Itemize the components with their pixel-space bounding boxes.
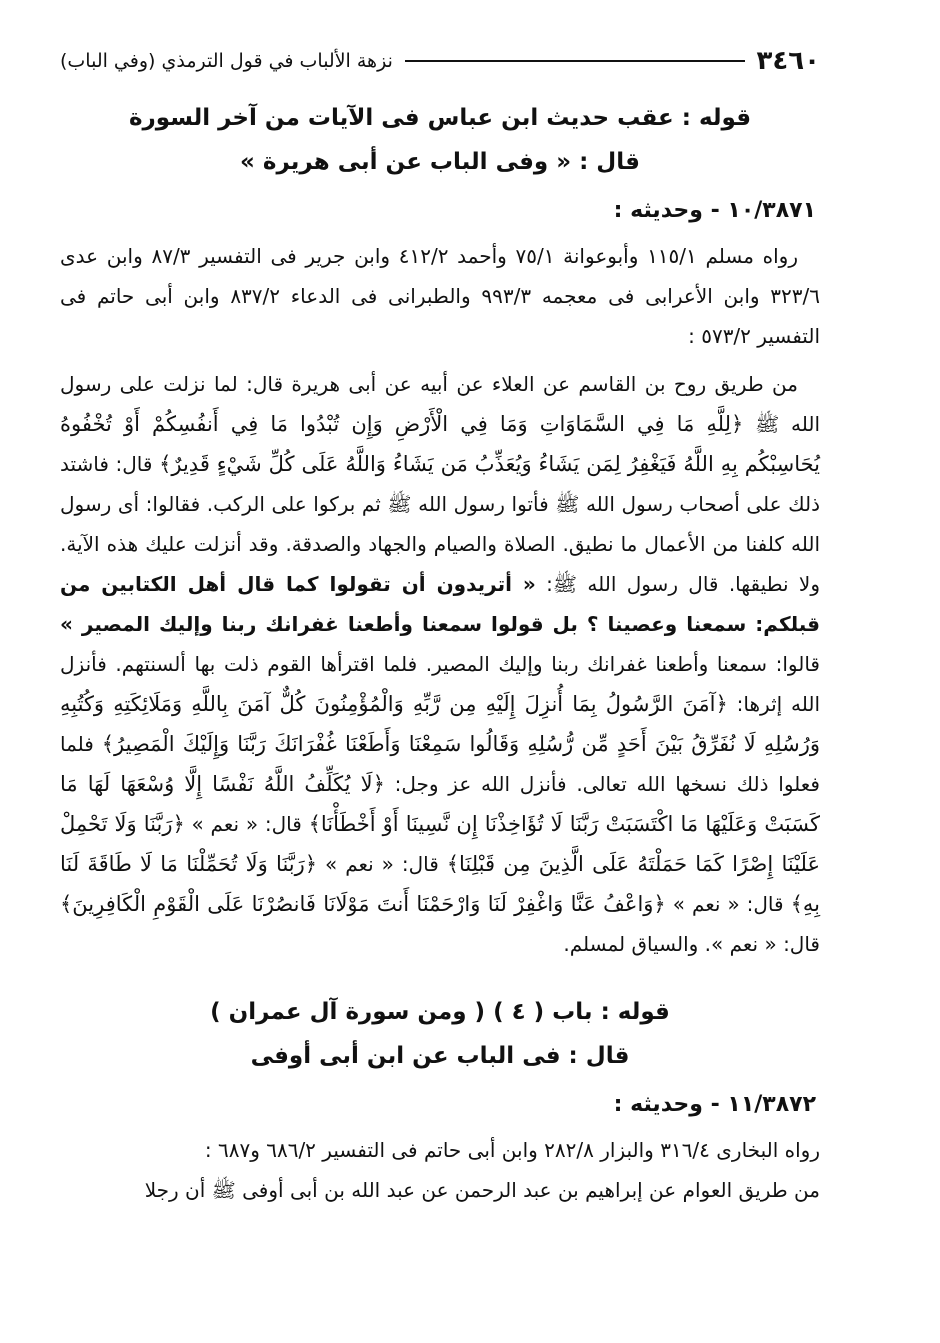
- text-segment: من طريق روح بن القاسم عن العلاء عن أبيه عن أبى هريرة قال: لما نزلت على رسول الله ﷺ: [60, 372, 820, 436]
- hadith-number: ١١/٣٨٧٢ - وحديثه :: [613, 1092, 816, 1117]
- hadith-number: ١٠/٣٨٧١ - وحديثه :: [613, 198, 816, 223]
- sources-paragraph: رواه مسلم ١١٥/١ وأبوعوانة ٧٥/١ وأحمد ٤١٢/٢ وابن جرير فى التفسير ٨٧/٣ وابن عدى ٣٢٣/٦ وابن الأعرابى فى معجمه ٩٩٣/٣ والطبرانى فى الدعاء ٨٣٧/٢ وابن أبى حاتم فى التفسير ٥٧٣/٢ :: [60, 244, 820, 348]
- text-segment: قال: « نعم »: [325, 852, 439, 876]
- quran-verse: ﴿وَاعْفُ عَنَّا وَاغْفِرْ لَنَا وَارْحَمْنَا أَنتَ مَوْلَانَا فَانصُرْنَا عَلَى الْقَوْمِ الْكَافِرِينَ﴾: [60, 892, 666, 916]
- section-heading: قوله : عقب حديث ابن عباس فى الآيات من آخر السورة: [128, 105, 752, 131]
- running-title: نزهة الألباب في قول الترمذي (وفي الباب): [60, 50, 393, 72]
- header-rule: [405, 60, 745, 62]
- sources-paragraph: رواه البخارى ٣١٦/٤ والبزار ٢٨٢/٨ وابن أبى حاتم فى التفسير ٦٨٦/٢ و٦٨٧ :: [204, 1138, 820, 1162]
- page-header: [60, 40, 820, 82]
- text-segment: قالوا: سمعنا وأطعنا غفرانك ربنا وإليك المصير. فلما اقترأها القوم ذلت بها ألسنتهم. فأنزل الله إثرها:: [60, 652, 821, 716]
- text-segment: قال: « نعم »: [672, 892, 784, 916]
- bold-quote: « أتريدون أن تقولوا كما قال أهل الكتابين من قبلكم: سمعنا وعصينا ؟ بل قولوا سمعنا وأطعنا غفرانك ربنا وإليك المصير »: [60, 572, 820, 636]
- section-subheading: قال : فى الباب عن ابن أبى أوفى: [250, 1043, 630, 1069]
- section-subheading: قال : « وفى الباب عن أبى هريرة »: [240, 149, 640, 175]
- text-segment: قال: « نعم ». والسياق لمسلم.: [563, 932, 820, 956]
- text-segment: فلما فعلوا ذلك نسخها الله تعالى. فأنزل الله عز وجل:: [60, 732, 820, 796]
- quran-verse: ﴿آمَنَ الرَّسُولُ بِمَا أُنزِلَ إِلَيْهِ مِن رَّبِّهِ وَالْمُؤْمِنُونَ كُلٌّ آمَنَ بِاللَّهِ وَمَلَائِكَتِهِ وَكُتُبِهِ وَرُسُلِهِ لَا نُفَرِّقُ بَيْنَ أَحَدٍ مِّن رُّسُلِهِ وَقَالُوا سَمِعْنَا وَأَطَعْنَا غُفْرَانَكَ رَبَّنَا وَإِلَيْكَ الْمَصِيرُ﴾: [60, 692, 821, 756]
- document-page: [60, 40, 820, 1330]
- hadith-text: [60, 364, 820, 964]
- hadith-text: من طريق العوام عن إبراهيم بن عبد الرحمن عن عبد الله بن أبى أوفى ﷺ أن رجلا: [144, 1178, 820, 1202]
- page-number: ٣٤٦٠: [756, 46, 820, 76]
- text-segment: قال: فاشتد ذلك على أصحاب رسول الله ﷺ فأتوا رسول الله ﷺ ثم بركوا على الركب. فقالوا: أى رسول الله كلفنا من الأعمال ما نطيق. الصلاة والصيام والجهاد والصدقة. وقد أنزلت عليك هذه الآية. ولا نطيقها. قال رسول الله ﷺ:: [60, 452, 820, 596]
- quran-verse: ﴿لِلَّهِ مَا فِي السَّمَاوَاتِ وَمَا فِي الْأَرْضِ وَإِن تُبْدُوا مَا فِي أَنفُسِكُمْ أَوْ تُخْفُوهُ يُحَاسِبْكُم بِهِ اللَّهُ فَيَغْفِرُ لِمَن يَشَاءُ وَيُعَذِّبُ مَن يَشَاءُ وَاللَّهُ عَلَى كُلِّ شَيْءٍ قَدِيرٌ﴾: [60, 412, 821, 476]
- section-spacer: [60, 964, 820, 990]
- section-heading: قوله : باب ( ٤ ) ( ومن سورة آل عمران ): [210, 999, 670, 1025]
- quran-verse: ﴿رَبَّنَا وَلَا تَحْمِلْ عَلَيْنَا إِصْرًا كَمَا حَمَلْتَهُ عَلَى الَّذِينَ مِن قَبْلِنَا﴾: [60, 812, 820, 876]
- quran-verse: ﴿رَبَّنَا وَلَا تُحَمِّلْنَا مَا لَا طَاقَةَ لَنَا بِهِ﴾: [60, 852, 820, 916]
- text-segment: قال: « نعم »: [191, 812, 302, 836]
- quran-verse: ﴿لَا يُكَلِّفُ اللَّهُ نَفْسًا إِلَّا وُسْعَهَا لَهَا مَا كَسَبَتْ وَعَلَيْهَا مَا اكْتَسَبَتْ رَبَّنَا لَا تُؤَاخِذْنَا إِن نَّسِينَا أَوْ أَخْطَأْنَا﴾: [60, 772, 821, 836]
